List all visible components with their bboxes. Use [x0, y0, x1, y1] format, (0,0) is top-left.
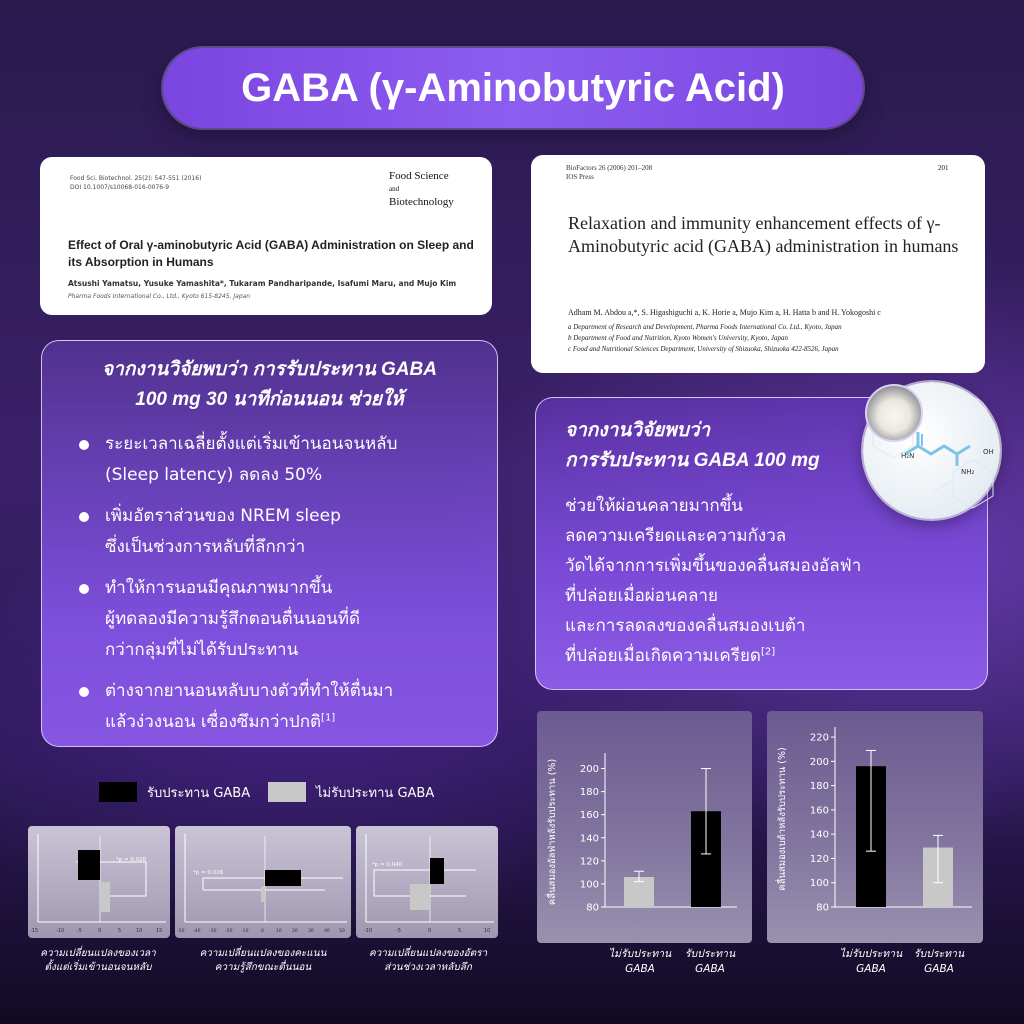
sleep-findings-list — [105, 429, 485, 748]
y-tick-label: 180 — [809, 781, 829, 793]
gaba-powder-image — [865, 384, 923, 442]
y-tick-label: 220 — [809, 732, 829, 744]
legend-label-gaba: รับประทาน GABA — [147, 785, 251, 801]
beta-category-label-2 — [901, 947, 977, 977]
y-tick-label: 200 — [579, 764, 599, 776]
paper-1-journal — [389, 170, 454, 209]
y-tick-label: 160 — [579, 810, 599, 822]
caption-line: ความเปลี่ยนแปลงของเวลา — [40, 948, 156, 959]
list-item-line: กว่ากลุ่มที่ไม่ได้รับประทาน — [105, 640, 299, 660]
p-value-annotation: *p = 0.026 — [193, 870, 224, 876]
deep-sleep-caption — [348, 947, 508, 975]
list-item-line: เพิ่มอัตราส่วนของ NREM sleep — [105, 506, 341, 526]
body-line — [565, 641, 975, 671]
tick-label: -5 — [396, 928, 401, 934]
y-axis-label: คลื่นสมองอัลฟ่าหลังรับประทาน (%) — [547, 758, 558, 906]
tick-label: -5 — [77, 928, 82, 934]
body-line: ที่ปล่อยเมื่อผ่อนคลาย — [565, 586, 718, 606]
sleep-findings-heading — [42, 355, 497, 415]
y-tick-label: 120 — [809, 853, 829, 865]
caption-line: ความเปลี่ยนแปลงของคะแนน — [199, 948, 327, 959]
body-line: ช่วยให้ผ่อนคลายมากขึ้น — [565, 496, 743, 516]
sleep-latency-chart — [28, 826, 170, 938]
paper-1-authors: Atsushi Yamatsu, Yusuke Yamashita*, Tukaram Pandharipande, Isafumi Maru, and Mujo Kim — [68, 279, 457, 288]
list-item — [105, 429, 485, 491]
category-label: ไม่รับประทาน GABA — [608, 948, 672, 975]
tick-label: 0 — [428, 928, 432, 934]
list-item-line: ทำให้การนอนมีคุณภาพมากขึ้น — [105, 578, 333, 598]
list-item-line: ต่างจากยานอนหลับบางตัวที่ทำให้ตื่นมา — [105, 681, 394, 701]
tick-label: -50 — [177, 929, 185, 934]
y-tick-label: 160 — [809, 805, 829, 817]
sleep-latency-caption — [18, 947, 178, 975]
waking-feeling-plot — [175, 826, 351, 938]
caption-line: ความเปลี่ยนแปลงของอัตรา — [368, 948, 488, 959]
list-item-line: ซึ่งเป็นช่วงการหลับที่ลึกกว่า — [105, 537, 306, 557]
y-tick-label: 120 — [579, 856, 599, 868]
waking-feeling-caption — [183, 947, 343, 975]
molecule-oh: OH — [983, 448, 994, 456]
legend-swatch-no-gaba — [268, 782, 306, 802]
category-label: รับประทาน GABA — [913, 948, 965, 975]
paper-2-page-number: 201 — [938, 164, 949, 172]
caption-line: ตั้งแต่เริ่มเข้านอนจนหลับ — [44, 962, 152, 973]
relaxation-heading-line1: จากงานวิจัยพบว่า — [565, 420, 711, 441]
list-item-line: ผู้ทดลองมีความรู้สึกตอนตื่นนอนที่ดี — [105, 609, 361, 629]
paper-1-title: Effect of Oral γ-aminobutyric Acid (GABA) Administration on Sleep and its Absorption in Humans — [68, 238, 474, 269]
legend-no-gaba — [268, 782, 434, 802]
reference-marker: [1] — [321, 712, 336, 724]
tick-label: -15 — [30, 928, 39, 934]
paper-2-header-image — [531, 155, 985, 373]
sleep-findings-heading-line1: จากงานวิจัยพบว่า การรับประทาน GABA — [102, 359, 437, 380]
journal-name-and: and — [389, 185, 400, 193]
bar-no-gaba — [261, 886, 265, 902]
tick-label: 0 — [98, 928, 102, 934]
paper-1-meta-citation: Food Sci. Biotechnol. 25(2): 547-551 (2016) — [70, 175, 202, 182]
tick-label: 50 — [339, 929, 345, 934]
tick-label: 10 — [276, 929, 282, 934]
alpha-category-label-2 — [672, 947, 748, 977]
paper-2-meta — [566, 164, 652, 182]
paper-2-affiliation-c: c Food and Nutritional Sciences Department, University of Shizuoka, Shizuoka 422-8526, Japan — [568, 345, 839, 353]
deep-sleep-plot — [356, 826, 498, 938]
list-item-line — [105, 707, 485, 738]
y-tick-label: 100 — [579, 879, 599, 891]
body-line: ลดความเครียดและความกังวล — [565, 526, 787, 546]
journal-name-line2: Biotechnology — [389, 196, 454, 208]
bar-no-gaba — [410, 884, 430, 910]
tick-label: 10 — [136, 928, 143, 934]
molecule-h2n: H₂N — [901, 452, 915, 460]
page-title: GABA (γ-Aminobutyric Acid) — [163, 48, 863, 128]
alpha-wave-chart-panel — [537, 711, 752, 943]
legend-swatch-gaba — [99, 782, 137, 802]
list-item-line: ระยะเวลาเฉลี่ยตั้งแต่เริ่มเข้านอนจนหลับ — [105, 434, 398, 454]
paper-1-header-image — [40, 157, 492, 315]
tick-label: -10 — [241, 929, 249, 934]
category-label: ไม่รับประทาน GABA — [839, 948, 903, 975]
list-item — [105, 676, 485, 738]
y-tick-label: 200 — [809, 756, 829, 768]
waking-feeling-chart — [175, 826, 351, 938]
p-value-annotation: *p = 0.040 — [372, 862, 403, 868]
beta-wave-chart — [767, 711, 983, 943]
caption-line: ส่วนช่วงเวลาหลับลึก — [384, 962, 472, 973]
category-label: รับประทาน GABA — [684, 948, 736, 975]
beta-wave-chart-panel — [767, 711, 983, 943]
paper-2-meta-publisher: IOS Press — [566, 173, 594, 181]
list-item — [105, 573, 485, 666]
molecule-nh2: NH₂ — [961, 468, 975, 476]
paper-2-meta-citation: BioFactors 26 (2006) 201–208 — [566, 164, 653, 172]
p-value-annotation: *p = 0.020 — [116, 857, 147, 863]
paper-2-affiliation-a: a Department of Research and Development, Pharma Foods International Co. Ltd., Kyoto, Japan — [568, 323, 842, 331]
journal-name-line1: Food Science — [389, 170, 449, 182]
beta-category-label-1 — [833, 947, 909, 977]
tick-label: -40 — [193, 929, 201, 934]
bar-gaba — [430, 858, 444, 884]
tick-label: 20 — [292, 929, 298, 934]
paper-2-authors: Adham M. Abdou a,*, S. Higashiguchi a, K. Horie a, Mujo Kim a, H. Hatta b and H. Yokogoshi c — [568, 308, 881, 317]
y-tick-label: 140 — [809, 829, 829, 841]
tick-label: 5 — [458, 928, 462, 934]
bar-no-gaba — [100, 882, 110, 912]
bar-gaba — [265, 870, 301, 886]
list-item-text: แล้วง่วงนอน เซื่องซึมกว่าปกติ — [105, 712, 322, 732]
tick-label: 10 — [484, 928, 491, 934]
tick-label: -20 — [225, 929, 233, 934]
paper-1-meta — [70, 174, 201, 192]
reference-marker: [2] — [760, 646, 776, 658]
paper-2-affiliations — [568, 322, 978, 355]
body-line: และการลดลงของคลื่นสมองเบต้า — [565, 616, 806, 636]
alpha-wave-chart — [537, 711, 752, 943]
y-tick-label: 80 — [816, 902, 829, 914]
y-tick-label: 180 — [579, 787, 599, 799]
caption-line: ความรู้สึกขณะตื่นนอน — [214, 962, 312, 973]
tick-label: -10 — [56, 928, 65, 934]
paper-1-affiliation: Pharma Foods International Co., Ltd., Kyoto 615-8245, Japan — [68, 293, 251, 300]
legend-gaba — [99, 782, 250, 802]
list-item-line: (Sleep latency) ลดลง 50% — [105, 465, 323, 485]
list-item — [105, 501, 485, 563]
tick-label: 40 — [324, 929, 330, 934]
sleep-findings-heading-line2: 100 mg 30 นาทีก่อนนอน ช่วยให้ — [135, 389, 404, 410]
deep-sleep-chart — [356, 826, 498, 938]
body-line: วัดได้จากการเพิ่มขึ้นของคลื่นสมองอัลฟ่า — [565, 556, 862, 576]
y-tick-label: 100 — [809, 878, 829, 890]
alpha-category-label-1 — [602, 947, 678, 977]
y-tick-label: 80 — [586, 902, 599, 914]
tick-label: 30 — [308, 929, 314, 934]
y-axis-label: คลื่นสมองเบต้าหลังรับประทาน (%) — [777, 747, 788, 891]
body-text: ที่ปล่อยเมื่อเกิดความเครียด — [565, 646, 761, 666]
legend-label-no-gaba: ไม่รับประทาน GABA — [316, 785, 435, 801]
tick-label: -10 — [364, 928, 373, 934]
paper-2-title: Relaxation and immunity enhancement effects of γ-Aminobutyric acid (GABA) administration in humans — [568, 213, 959, 256]
sleep-findings-card — [41, 340, 498, 747]
bar-gaba — [78, 850, 100, 880]
tick-label: 0 — [261, 929, 264, 934]
tick-label: 15 — [156, 928, 163, 934]
relaxation-findings-heading — [565, 416, 865, 476]
relaxation-heading-line2: การรับประทาน GABA 100 mg — [565, 450, 820, 471]
paper-1-meta-doi: DOI 10.1007/s10068-016-0076-9 — [70, 184, 170, 191]
tick-label: 5 — [118, 928, 122, 934]
paper-2-affiliation-b: b Department of Food and Nutrition, Kyoto Women's University, Kyoto, Japan — [568, 334, 788, 342]
sleep-latency-plot — [28, 826, 170, 938]
tick-label: -30 — [209, 929, 217, 934]
y-tick-label: 140 — [579, 833, 599, 845]
